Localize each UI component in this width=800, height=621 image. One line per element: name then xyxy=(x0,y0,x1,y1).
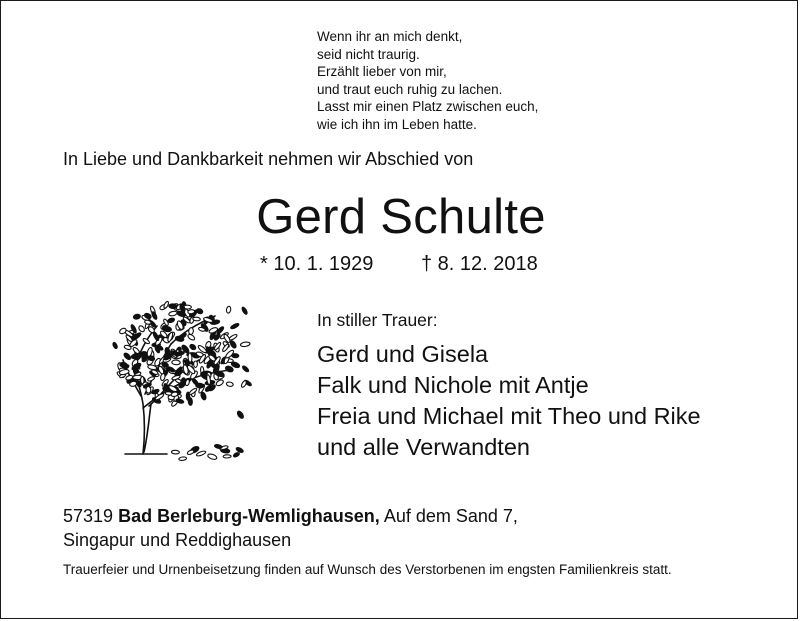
leaf-shape xyxy=(214,444,222,449)
leaf-shape xyxy=(189,343,197,350)
leaf-shape xyxy=(233,452,240,458)
leaf-shape xyxy=(188,353,192,362)
mourner-line: Gerd und Gisela xyxy=(317,341,489,367)
poem-line: Lasst mir einen Platz zwischen euch, xyxy=(317,99,539,114)
leaf-shape xyxy=(120,362,128,368)
leaf-shape xyxy=(187,333,196,341)
leaf-shape xyxy=(187,449,195,455)
leaf-shape xyxy=(171,450,179,454)
mourner-line: und alle Verwandten xyxy=(317,434,530,460)
birth-date: * 10. 1. 1929 xyxy=(260,253,374,275)
street: Auf dem Sand 7, xyxy=(383,506,518,526)
leaf-shape xyxy=(226,306,231,313)
poem-line: wie ich ihn im Leben hatte. xyxy=(317,116,477,132)
leaf-shape xyxy=(200,392,207,401)
address-line-2: Singapur und Reddighausen xyxy=(63,530,292,550)
leaf-shape xyxy=(167,332,174,342)
leaf-shape xyxy=(236,410,244,419)
tree-icon xyxy=(105,286,255,466)
poem-line: Wenn ihr an mich denkt, xyxy=(317,29,463,44)
leaf-shape xyxy=(223,455,231,458)
leaf-shape xyxy=(140,376,144,384)
mourner-line: Falk und Nichole mit Antje xyxy=(317,372,589,398)
leaf-shape xyxy=(188,397,193,405)
address xyxy=(63,504,518,552)
mourner-line: Freia und Michael mit Theo und Rike xyxy=(317,403,701,429)
leaf-shape xyxy=(168,311,177,317)
farewell-intro: In Liebe und Dankbarkeit nehmen wir Abschied von xyxy=(63,149,474,169)
mourners-list xyxy=(317,339,701,463)
leaf-shape xyxy=(241,380,248,388)
leaf-shape xyxy=(138,325,146,333)
leaf-shape xyxy=(193,361,197,368)
leaf-shape xyxy=(146,386,151,393)
poem-line: seid nicht traurig. xyxy=(317,46,420,62)
leaf-shape xyxy=(179,456,187,460)
leaf-shape xyxy=(188,327,193,334)
leaf-shape xyxy=(151,311,158,320)
leaf-shape xyxy=(188,309,195,314)
leaf-shape xyxy=(241,306,248,315)
poem-line: und traut euch ruhig zu lachen. xyxy=(317,81,503,97)
ceremony-note: Trauerfeier und Urnenbeisetzung finden auf Wunsch des Verstorbenen im engsten Familienkreis statt. xyxy=(63,562,672,577)
leaf-shape xyxy=(133,314,141,320)
leaf-shape xyxy=(195,383,204,388)
death-date: † 8. 12. 2018 xyxy=(421,253,538,275)
leaf-shape xyxy=(230,323,240,330)
leaf-shape xyxy=(232,354,239,358)
leaf-shape xyxy=(180,332,187,339)
leaf-shape xyxy=(147,376,155,382)
leaf-shape xyxy=(226,381,233,386)
address-line-1 xyxy=(63,504,518,528)
leaf-shape xyxy=(240,341,250,347)
postal-code: 57319 xyxy=(63,506,114,526)
town: Bad Berleburg-Wemlighausen, xyxy=(118,506,380,526)
leaf-shape xyxy=(207,453,217,460)
deceased-name: Gerd Schulte xyxy=(256,190,546,244)
leaf-shape xyxy=(172,360,181,365)
leaf-shape xyxy=(242,365,250,373)
leaf-shape xyxy=(163,301,169,309)
poem-line: Erzählt lieber von mir, xyxy=(317,64,447,79)
mourners-intro: In stiller Trauer: xyxy=(317,310,438,330)
poem xyxy=(317,28,538,133)
leaf-shape xyxy=(180,377,186,387)
leaf-shape xyxy=(142,338,150,345)
leaf-shape xyxy=(123,352,132,361)
leaf-shape xyxy=(112,342,118,349)
leaf-shape xyxy=(193,317,201,321)
leaf-shape xyxy=(169,304,178,309)
